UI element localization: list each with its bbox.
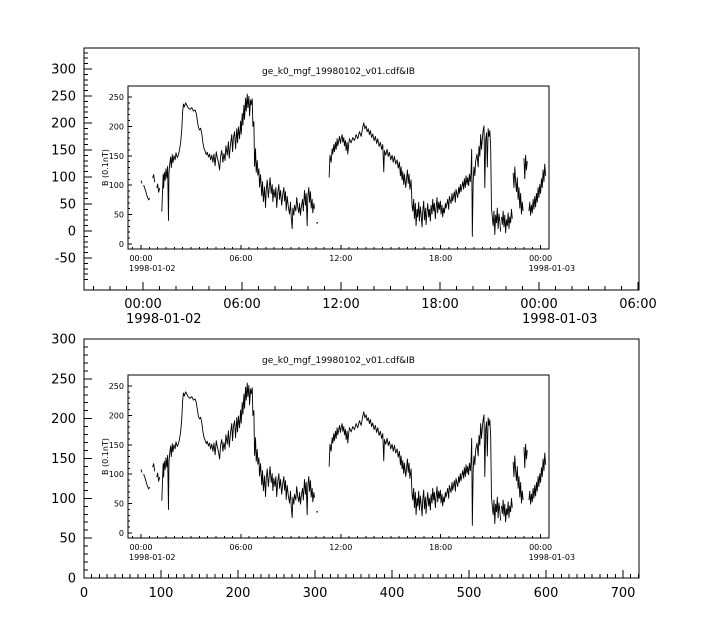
inner-y-tick-label: 150 — [108, 151, 124, 161]
bottom-y-tick-label: 0 — [67, 571, 76, 587]
inner-y-tick-label: 50 — [113, 210, 124, 220]
inner-x-tick-label: 00:00 — [129, 543, 153, 552]
top-y-tick-label: 300 — [51, 62, 76, 78]
inner-y-tick-label: 0 — [118, 240, 124, 249]
top-x-date-label: 1998-01-03 — [522, 312, 598, 327]
top-y-tick-label: 150 — [51, 143, 76, 159]
inner-x-tick-label: 12:00 — [329, 254, 353, 263]
bottom-x-tick-label: 500 — [456, 586, 482, 601]
inner-plot-top — [101, 67, 575, 273]
inner-y-tick-label: 100 — [108, 181, 124, 191]
inner-x-date-label: 1998-01-03 — [528, 553, 576, 562]
top-x-tick-label: 06:00 — [619, 297, 657, 312]
top-y-tick-label: 200 — [51, 116, 76, 132]
top-y-tick-label: 0 — [67, 224, 76, 240]
inner-x-tick-label: 06:00 — [229, 254, 253, 263]
bottom-x-tick-label: 300 — [302, 586, 328, 601]
bottom-y-tick-label: 50 — [59, 531, 76, 547]
inner-frame — [128, 86, 549, 249]
top-y-tick-label: -50 — [54, 251, 76, 267]
inner-x-date-label: 1998-01-02 — [129, 264, 176, 273]
inner-plot-bottom — [101, 356, 575, 562]
inner-y-tick-label: 0 — [118, 529, 124, 538]
bottom-x-tick-label: 400 — [379, 586, 405, 601]
bottom-x-tick-label: 600 — [533, 586, 559, 601]
bottom-y-tick-label: 250 — [51, 372, 76, 388]
bottom-y-tick-label: 150 — [51, 452, 76, 467]
bottom-x-tick-label: 0 — [79, 586, 89, 601]
inner-y-tick-label: 150 — [108, 440, 124, 450]
top-x-tick-label: 12:00 — [322, 297, 360, 312]
inner-x-date-label: 1998-01-03 — [528, 264, 576, 273]
bottom-y-tick-label: 100 — [51, 491, 76, 507]
inner-y-axis-label: B (0.1nT) — [101, 149, 110, 186]
bottom-x-tick-label: 200 — [225, 586, 251, 601]
inner-y-tick-label: 250 — [108, 382, 124, 391]
inner-x-tick-label: 00:00 — [529, 543, 553, 552]
inner-y-tick-label: 200 — [108, 411, 124, 421]
top-panel — [51, 48, 657, 327]
top-y-tick-label: 250 — [51, 89, 76, 105]
bottom-x-tick-label: 700 — [610, 586, 636, 601]
inner-y-tick-label: 100 — [108, 470, 124, 480]
inner-plot-title: ge_k0_mgf_19980102_v01.cdf&IB — [262, 67, 415, 77]
top-x-tick-label: 00:00 — [124, 297, 162, 312]
top-x-tick-label: 00:00 — [520, 297, 558, 312]
inner-y-tick-label: 250 — [108, 93, 124, 102]
inner-x-tick-label: 18:00 — [429, 543, 453, 552]
inner-y-axis-label: B (0.1nT) — [101, 438, 110, 475]
inner-x-tick-label: 06:00 — [229, 543, 253, 552]
inner-frame — [128, 375, 549, 538]
inner-y-tick-label: 200 — [108, 122, 124, 132]
inner-x-tick-label: 00:00 — [129, 254, 153, 263]
inner-x-tick-label: 12:00 — [329, 543, 353, 552]
inner-x-date-label: 1998-01-02 — [129, 553, 176, 562]
inner-y-tick-label: 50 — [113, 499, 124, 509]
inner-series-bottom — [141, 383, 546, 525]
top-x-tick-label: 06:00 — [223, 297, 261, 312]
top-y-tick-label: 50 — [59, 197, 76, 213]
bottom-x-tick-label: 100 — [148, 586, 174, 601]
inner-x-tick-label: 18:00 — [429, 254, 453, 263]
inner-x-tick-label: 00:00 — [529, 254, 553, 263]
top-x-date-label: 1998-01-02 — [126, 312, 202, 327]
inner-series-top — [141, 94, 546, 236]
bottom-y-tick-label: 200 — [51, 412, 76, 428]
bottom-y-tick-label: 300 — [51, 332, 76, 348]
top-y-tick-label: 100 — [51, 170, 76, 186]
top-x-tick-label: 18:00 — [421, 297, 459, 312]
inner-plot-title: ge_k0_mgf_19980102_v01.cdf&IB — [262, 356, 415, 366]
